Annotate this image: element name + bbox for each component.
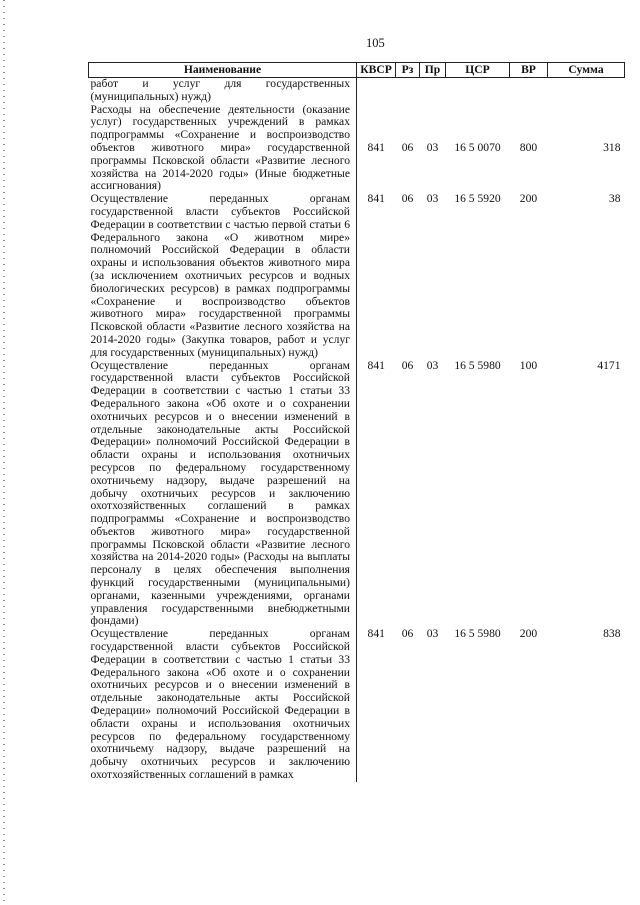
row-pr: 03 [426, 358, 439, 372]
header-sum: Сумма [548, 63, 625, 78]
table-row [89, 78, 625, 104]
row-name: Расходы на обеспечение деятельности (оказание услуг) государственных учреждений в рамках подпрограммы «Сохранение и воспроизводство объектов животного мира» государственной программы Псковской области «Развитие лесного хозяйства на 2014-2020 годы» (Иные бюджетные ассигнования) [89, 104, 357, 194]
row-sum: 4171 [597, 358, 621, 372]
table-header [89, 63, 625, 78]
row-csr [446, 78, 510, 104]
row-kvsr [357, 78, 396, 104]
row-rz: 06 [401, 627, 414, 641]
row-name: Осуществление переданных органам государственной власти субъектов Российской Федерации в соответствии с частью первой статьи 6 Федерального закона «О животном мире» полномочий Российской Федерации в области охраны и использования объектов животного мира (за исключением охотничьих ресурсов и водных биологических ресурсов) в рамках подпрограммы «Сохранение и воспроизводство объектов животного мира» государственной программы Псковской области «Развитие лесного хозяйства на 2014-2020 годы» (Закупка товаров, работ и услуг для государственных (муниципальных) нужд) [89, 193, 357, 359]
row-pr: 03 [426, 627, 439, 641]
table-row [89, 104, 625, 194]
row-name: Осуществление переданных органам государственной власти субъектов Российской Федерации в соответствии с частью 1 статьи 33 Федерального закона «Об охоте и о сохранении охотничьих ресурсов и о внесении изменений в отдельные законодательные акты Российской Федерации» полномочий Российской Федерации в области охраны и использования охотничьих ресурсов по федеральному государственному охотничьему надзору, выдаче разрешений на добычу охотничьих ресурсов и заключению охотхозяйственных соглашений в рамках подпрограммы «Сохранение и воспроизводство объектов животного мира» государственной программы Псковской области «Развитие лесного хозяйства на 2014-2020 годы» (Расходы на выплаты персоналу в целях обеспечения выполнения функций государственными (муниципальными) органами, казенными учреждениями, органами управления государственными внебюджетными фондами) [89, 360, 357, 629]
row-pr: 03 [426, 192, 439, 206]
row-vr [510, 78, 548, 104]
page-number: 105 [366, 36, 385, 50]
row-rz: 06 [401, 358, 414, 372]
row-pr [420, 78, 446, 104]
row-pr: 03 [426, 140, 439, 154]
row-kvsr: 841 [367, 192, 385, 206]
row-vr: 200 [519, 627, 538, 641]
header-csr: ЦСР [446, 63, 510, 78]
row-kvsr: 841 [367, 140, 385, 154]
header-vr: ВР [510, 63, 548, 78]
table-row [89, 193, 625, 359]
row-csr: 16 5 5980 [454, 358, 501, 372]
header-kvsr: КВСР [357, 63, 396, 78]
row-vr: 100 [519, 358, 538, 372]
row-rz: 06 [401, 192, 414, 206]
row-name: Осуществление переданных органам государственной власти субъектов Российской Федерации в соответствии с частью 1 статьи 33 Федерального закона «Об охоте и о сохранении охотничьих ресурсов и о внесении изменений в отдельные законодательные акты Российской Федерации» полномочий Российской Федерации в области охраны и использования охотничьих ресурсов по федеральному государственному охотничьему надзору, выдаче разрешений на добычу охотничьих ресурсов и заключению охотхозяйственных соглашений в рамках [89, 628, 357, 782]
row-vr: 800 [519, 140, 538, 154]
row-kvsr: 841 [367, 627, 385, 641]
row-name: работ и услуг для государственных (муниципальных) нужд) [89, 78, 357, 104]
row-csr: 16 5 5920 [454, 192, 501, 206]
row-sum: 318 [603, 140, 621, 154]
row-rz [396, 78, 420, 104]
row-sum: 838 [603, 627, 621, 641]
table-row [89, 628, 625, 782]
row-csr: 16 5 0070 [454, 140, 501, 154]
row-sum [548, 78, 625, 104]
row-kvsr: 841 [367, 358, 385, 372]
row-csr: 16 5 5980 [454, 627, 501, 641]
budget-table [88, 62, 625, 782]
scan-edge-dots [3, 0, 5, 905]
header-pr: Пр [420, 63, 446, 78]
row-vr: 200 [519, 192, 538, 206]
header-name: Наименование [89, 63, 357, 78]
table-row [89, 360, 625, 629]
header-rz: Рз [396, 63, 420, 78]
row-rz: 06 [401, 140, 414, 154]
row-sum: 38 [608, 192, 621, 206]
